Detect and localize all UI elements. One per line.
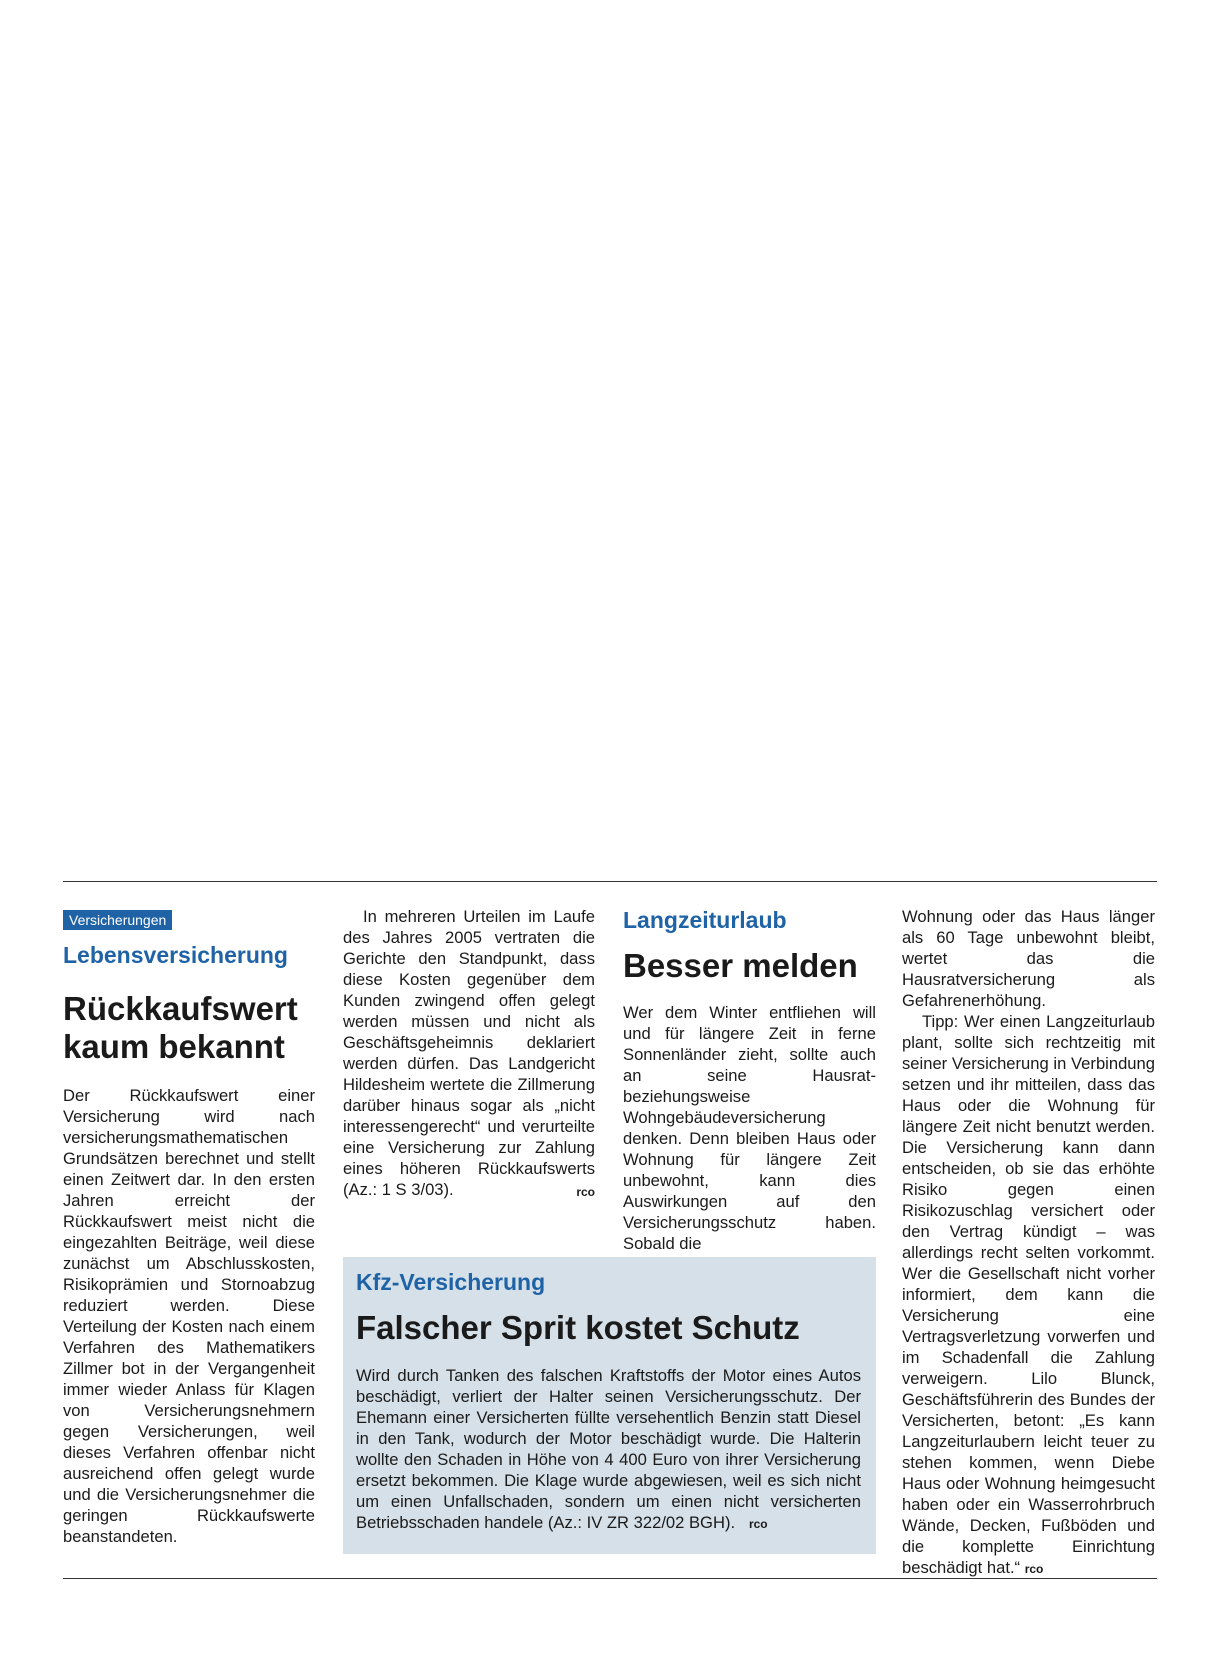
headline-besser-melden: Besser melden [623, 947, 858, 984]
headline-line-2: kaum bekannt [63, 1028, 285, 1065]
column-2 [343, 906, 595, 1203]
article3-body-text: Wird durch Tanken des falschen Kraftstoffs der Motor eines Autos beschädigt, verliert der Halter seinen Versicherungsschutz. Der Ehemann einer Versicherten füllte versehentlich Benzin statt Diesel in den Tank, wodurch der Motor beschädigt wurde. Die Halterin wollte den Schaden in Höhe von 4 400 Euro von ihrer Versicherung ersetzt bekommen. Die Klage wurde abgewiesen, weil es sich nicht um einen Unfallschaden, sondern um einen nicht versicherten Betriebsschaden handele (Az.: IV ZR 322/02 BGH). [356, 1366, 861, 1532]
column-4 [902, 906, 1155, 1580]
article2-body-col4-p2-text: Tipp: Wer einen Langzeiturlaub plant, sollte sich rechtzeitig mit seiner Versicherung in Verbindung setzen und ihr mitteilen, dass das Haus oder die Wohnung für längere Zeit nicht benutzt werden. Die Versicherung kann dann entscheiden, ob sie das erhöhte Risiko gegen einen Risikozuschlag versichert oder den Vertrag kündigt – was allerdings recht selten vorkommt. Wer die Gesellschaft nicht vorher informiert, dem kann die Versicherung eine Vertragsverletzung vorwerfen und im Schadenfall die Zahlung verweigern. Lilo Blunck, Geschäftsführerin des Bundes der Versicherten, betont: „Es kann Langzeiturlaubern leicht teuer zu stehen kommen, wenn Diebe Haus oder Wohnung heimgesucht haben oder ein Wasserrohrbruch Wände, Decken, Fußböden und die komplette Einrichtung beschädigt hat.“ [902, 1012, 1155, 1577]
section-title-lebensversicherung: Lebensversicherung [63, 942, 288, 968]
article2-signature: rco [1024, 1562, 1044, 1576]
headline-line-1: Rückkaufswert [63, 990, 298, 1027]
article3-body [356, 1365, 861, 1535]
article1-body-col1: Der Rückkaufswert einer Versicherung wird nach versicherungsmathematischen Grundsätzen berechnet und stellt einen Zeitwert dar. In den ersten Jahren erreicht der Rückkaufswert meist nicht die eingezahlten Beiträge, weil diese zunächst um Abschlusskosten, Risikoprämien und Stornoabzug reduziert werden. Diese Verteilung der Kosten nach einem Verfahren des Mathematikers Zillmer bot in der Vergangenheit immer wieder Anlass für Klagen von Versicherungsnehmern gegen Versicherungen, weil dieses Verfahren offenbar nicht ausreichend offen gelegt wurde und die Versicherungsnehmer die geringen Rückkaufswerte beanstandeten. [63, 1086, 315, 1546]
column-3 [623, 905, 876, 1254]
kfz-article-box [343, 1257, 876, 1554]
article3-signature: rco [748, 1517, 768, 1531]
section-title-langzeiturlaub: Langzeiturlaub [623, 907, 787, 933]
article2-body-col4-p1: Wohnung oder das Haus länger als 60 Tage unbewohnt bleibt, wertet das die Hausratversicherung als Gefahrenerhöhung. [902, 907, 1155, 1010]
article2-body-col4-p2 [902, 1011, 1155, 1580]
article2-body-col3: Wer dem Winter entfliehen will und für längere Zeit in ferne Sonnenländer zieht, sollte auch an seine Hausrat- beziehungsweise Wohngebäudeversicherung denken. Denn bleiben Haus oder Wohnung für längere Zeit unbewohnt, kann dies Auswirkungen auf den Versicherungsschutz haben. Sobald die [623, 1003, 876, 1253]
article1-signature: rco [576, 1185, 595, 1199]
article1-body-col2: In mehreren Urteilen im Laufe des Jahres 2005 vertraten die Gerichte den Standpunkt, dass diese Kosten gegenüber dem Kunden zwingend offen gelegt werden müssen und nicht als Geschäftsgeheimnis deklariert werden dürfen. Das Landgericht Hildesheim wertete die Zillmerung darüber hinaus sogar als „nicht interessengerecht“ und verurteilte eine Versicherung zur Zahlung eines höheren Rückkaufswerts (Az.: 1 S 3/03). [343, 907, 595, 1199]
column-1 [63, 909, 315, 1547]
top-rule [63, 881, 1157, 882]
headline-falscher-sprit: Falscher Sprit kostet Schutz [356, 1309, 800, 1346]
section-title-kfz-versicherung: Kfz-Versicherung [356, 1269, 546, 1295]
kicker-badge: Versicherungen [63, 910, 172, 930]
headline-rueckkaufswert [63, 990, 315, 1066]
